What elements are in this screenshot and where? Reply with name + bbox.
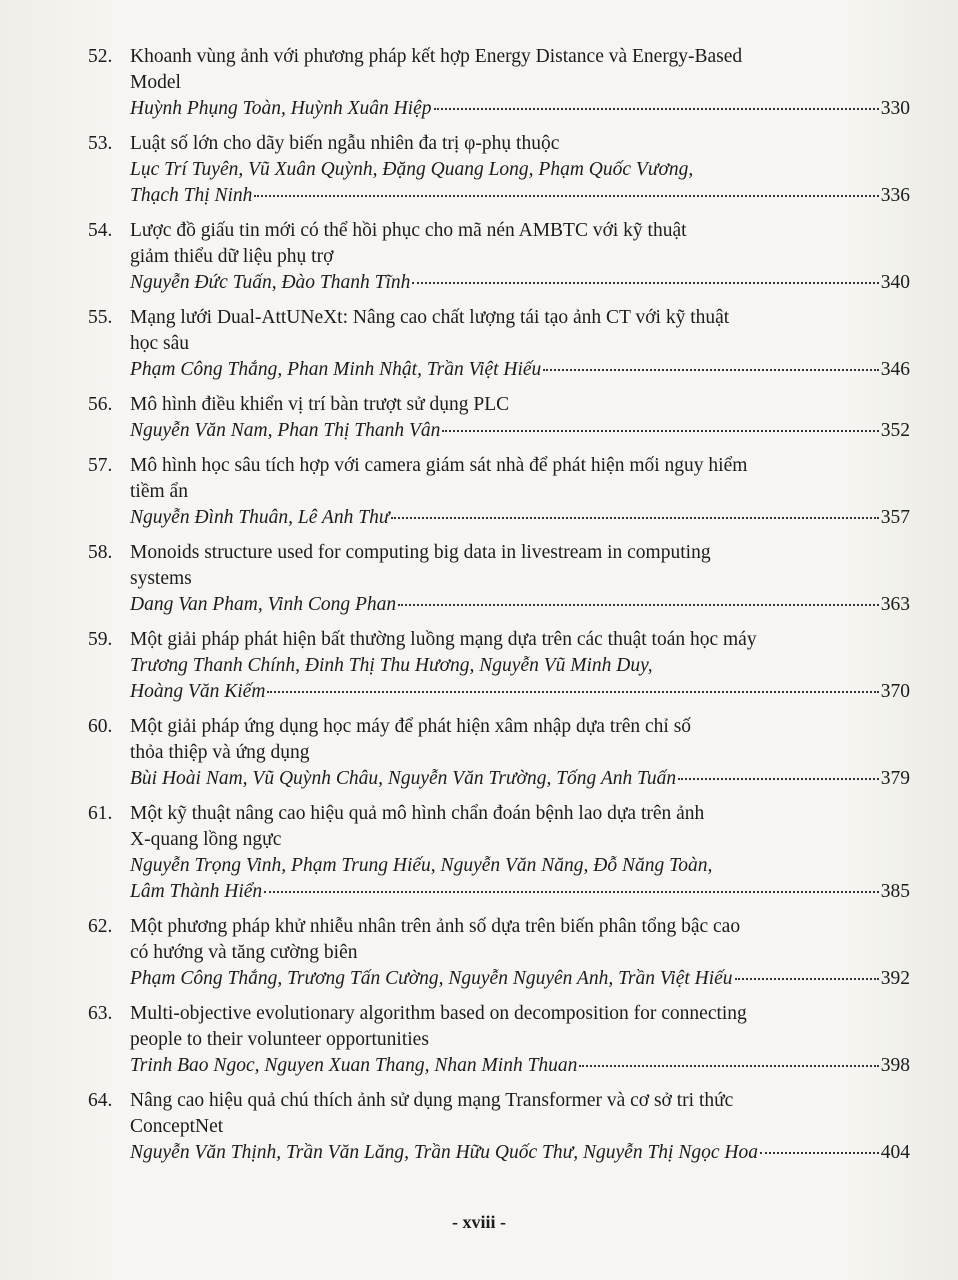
toc-entry [88,305,910,392]
entry-title-line: thỏa thiệp và ứng dụng [130,742,310,763]
entry-title-line: có hướng và tăng cường biên [130,942,358,963]
entry-title-line: Monoids structure used for computing big data in livestream in computing [130,542,711,563]
entry-title [130,540,910,592]
entry-heading [88,1088,910,1140]
entry-number: 55. [88,307,113,328]
entry-title-line: Nâng cao hiệu quả chú thích ảnh sử dụng mạng Transformer và cơ sở tri thức [130,1090,734,1111]
page-number: 336 [880,185,910,206]
entry-number: 61. [88,803,113,824]
author-line: Trinh Bao Ngoc, Nguyen Xuan Thang, Nhan Minh Thuan [130,1055,578,1076]
entry-authors [88,157,910,209]
entry-title [130,1088,910,1140]
entry-authors [88,1053,910,1079]
entry-spacer [88,1079,910,1088]
entry-heading [88,218,910,270]
author-page-line [130,966,910,992]
author-line: Bùi Hoài Nam, Vũ Quỳnh Châu, Nguyễn Văn Trường, Tống Anh Tuấn [130,768,677,789]
entry-number: 64. [88,1090,113,1111]
entry-authors [88,96,910,122]
author-line: Phạm Công Thắng, Trương Tấn Cường, Nguyễn Nguyên Anh, Trần Việt Hiếu [130,968,733,989]
entry-title-line: Mô hình điều khiển vị trí bàn trượt sử dụng PLC [130,394,510,415]
author-line: Nguyễn Trọng Vinh, Phạm Trung Hiếu, Nguyễn Văn Năng, Đỗ Năng Toàn, [130,855,713,876]
entry-number: 54. [88,220,113,241]
entry-number: 53. [88,133,113,154]
entry-title-line: học sâu [130,333,190,354]
author-line: Lâm Thành Hiển [130,881,263,902]
author-page-line [130,1140,910,1166]
author-page-line [130,96,910,122]
entry-spacer [88,444,910,453]
entry-title-line: Lược đồ giấu tin mới có thể hồi phục cho mã nén AMBTC với kỹ thuật [130,220,687,241]
author-page-line [130,879,910,905]
page-number: 398 [880,1055,910,1076]
entry-title-line: Một kỹ thuật nâng cao hiệu quả mô hình chẩn đoán bệnh lao dựa trên ảnh [130,803,705,824]
entry-authors [88,853,910,905]
entry-title-line: Mô hình học sâu tích hợp với camera giám sát nhà để phát hiện mối nguy hiểm [130,455,748,476]
entry-authors [88,592,910,618]
entry-heading [88,627,910,653]
page-number: 370 [880,681,910,702]
entry-number: 58. [88,542,113,563]
author-page-line [130,270,910,296]
entry-spacer [88,992,910,1001]
entry-title-line: Một phương pháp khử nhiễu nhân trên ảnh số dựa trên biến phân tổng bậc cao [130,916,741,937]
page-number: 330 [880,98,910,119]
entry-title-line: Một giải pháp phát hiện bất thường luồng mạng dựa trên các thuật toán học máy [130,629,757,650]
entry-spacer [88,618,910,627]
entry-number: 56. [88,394,113,415]
entry-title-line: tiềm ẩn [130,481,188,502]
dot-leader [579,1064,878,1067]
toc-entry [88,714,910,801]
entry-heading [88,540,910,592]
entry-authors [88,766,910,792]
author-page-line [130,357,910,383]
toc-entry [88,540,910,627]
entry-heading [88,305,910,357]
toc-entry [88,1088,910,1166]
author-page-line [130,418,910,444]
dot-leader [760,1151,879,1154]
entry-spacer [88,209,910,218]
dot-leader [264,890,879,893]
entry-heading [88,714,910,766]
entry-heading [88,914,910,966]
entry-spacer [88,792,910,801]
entry-title-line: Mạng lưới Dual-AttUNeXt: Nâng cao chất lượng tái tạo ảnh CT với kỹ thuật [130,307,730,328]
entry-spacer [88,905,910,914]
author-page-line [130,1053,910,1079]
author-page-line [130,679,910,705]
author-page-line [130,183,910,209]
author-page-line [130,505,910,531]
entry-heading [88,392,910,418]
toc-entry [88,1001,910,1088]
dot-leader [391,516,878,519]
author-line: Lục Trí Tuyên, Vũ Xuân Quỳnh, Đặng Quang Long, Phạm Quốc Vương, [130,159,694,180]
author-line: Thạch Thị Ninh [130,185,253,206]
dot-leader [434,107,879,110]
entry-title [130,714,910,766]
entry-heading [88,453,910,505]
entry-number: 62. [88,916,113,937]
toc-entry [88,627,910,714]
toc-entry [88,44,910,131]
author-page-line [130,766,910,792]
dot-leader [543,368,878,371]
author-page-line [130,592,910,618]
entry-spacer [88,705,910,714]
entry-heading [88,44,910,96]
entry-authors [88,966,910,992]
dot-leader [267,690,878,693]
toc-entry [88,218,910,305]
entry-title-line: Multi-objective evolutionary algorithm based on decomposition for connecting [130,1003,747,1024]
author-line: Nguyễn Đình Thuân, Lê Anh Thư [130,507,390,528]
entry-heading [88,131,910,157]
page-number: 385 [880,881,910,902]
dot-leader [412,281,878,284]
dot-leader [735,977,879,980]
entry-title [130,627,910,653]
entry-title [130,392,910,418]
entry-authors [88,1140,910,1166]
entry-number: 57. [88,455,113,476]
entry-spacer [88,296,910,305]
entry-title [130,218,910,270]
page-number: 392 [880,968,910,989]
entry-title-line: Khoanh vùng ảnh với phương pháp kết hợp Energy Distance và Energy-Based [130,46,743,67]
entry-title-line: Một giải pháp ứng dụng học máy để phát hiện xâm nhập dựa trên chỉ số [130,716,692,737]
entry-title-line: giảm thiểu dữ liệu phụ trợ [130,246,334,267]
author-line: Dang Van Pham, Vinh Cong Phan [130,594,397,615]
entry-title [130,914,910,966]
entry-heading [88,1001,910,1053]
toc-entry [88,914,910,1001]
toc-entry [88,131,910,218]
entry-title-line: Model [130,72,181,93]
page-number: 357 [880,507,910,528]
author-line: Nguyễn Văn Thịnh, Trần Văn Lăng, Trần Hữu Quốc Thư, Nguyễn Thị Ngọc Hoa [130,1142,758,1163]
table-of-contents [88,44,910,1166]
entry-number: 52. [88,46,113,67]
page-number: 404 [880,1142,910,1163]
dot-leader [678,777,879,780]
entry-title-line: X-quang lồng ngực [130,829,282,850]
entry-title [130,131,910,157]
page-number: 352 [880,420,910,441]
entry-title [130,801,910,853]
entry-spacer [88,122,910,131]
page-number: 363 [880,594,910,615]
author-line: Phạm Công Thắng, Phan Minh Nhật, Trần Việt Hiếu [130,359,542,380]
entry-authors [88,505,910,531]
entry-title-line: people to their volunteer opportunities [130,1029,429,1050]
entry-title [130,453,910,505]
entry-heading [88,801,910,853]
author-line: Nguyễn Văn Nam, Phan Thị Thanh Vân [130,420,441,441]
page-number: 340 [880,272,910,293]
entry-spacer [88,383,910,392]
author-line: Hoàng Văn Kiếm [130,681,266,702]
dot-leader [398,603,879,606]
entry-title-line: Luật số lớn cho dãy biến ngẫu nhiên đa trị φ-phụ thuộc [130,133,560,154]
entry-title-line: systems [130,568,192,589]
page-footer: - xviii - [452,1212,506,1232]
dot-leader [442,429,878,432]
entry-authors [88,653,910,705]
author-line: Huỳnh Phụng Toàn, Huỳnh Xuân Hiệp [130,98,432,119]
page-number: 346 [880,359,910,380]
dot-leader [254,194,878,197]
toc-entry [88,453,910,540]
entry-authors [88,418,910,444]
page-number: 379 [880,768,910,789]
author-line: Trương Thanh Chính, Đinh Thị Thu Hương, Nguyễn Vũ Minh Duy, [130,655,653,676]
author-line: Nguyễn Đức Tuấn, Đào Thanh Tĩnh [130,272,411,293]
entry-authors [88,270,910,296]
toc-entry [88,801,910,914]
entry-number: 63. [88,1003,113,1024]
entry-title [130,1001,910,1053]
entry-authors [88,357,910,383]
entry-title [130,44,910,96]
entry-spacer [88,531,910,540]
entry-title-line: ConceptNet [130,1116,224,1137]
entry-title [130,305,910,357]
entry-number: 60. [88,716,113,737]
toc-entry [88,392,910,453]
entry-number: 59. [88,629,113,650]
